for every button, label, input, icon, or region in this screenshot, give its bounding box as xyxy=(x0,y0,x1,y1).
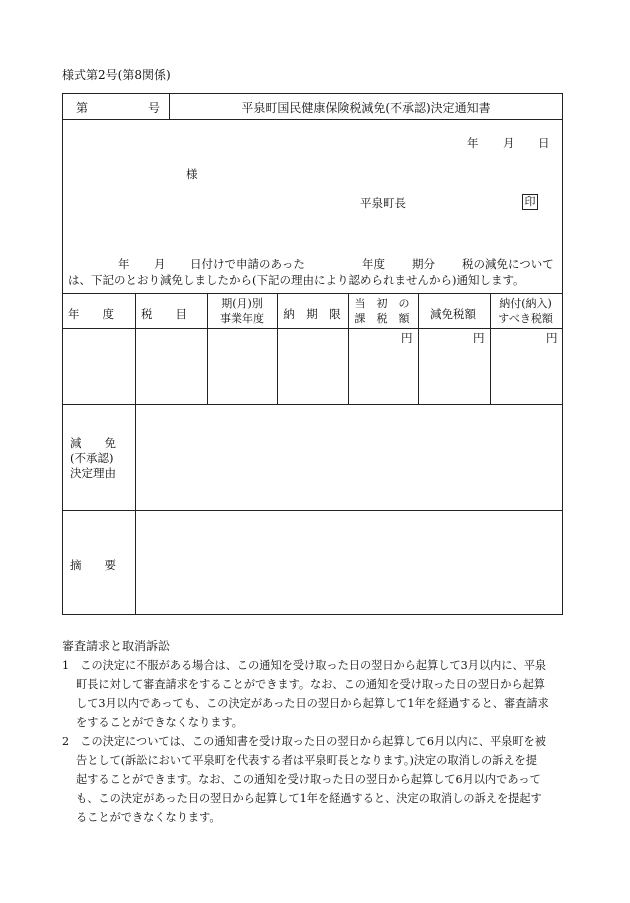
appeal-item-1-line-1: 1 この決定に不服がある場合は、この通知を受け取った日の翌日から起算して3月以内に、平泉 xyxy=(62,659,547,672)
appeal-item-2-line-2: 告として(訴訟において平泉町を代表する者は平泉町長となります。)決定の取消しの訴えを提 xyxy=(76,754,537,767)
table-top-divider xyxy=(63,293,562,294)
header-period-2: 事業年度 xyxy=(220,312,264,325)
appeal-item-1-line-3: して3月以内であっても、この決定があった日の翌日から起算して1年を経過すると、審査請求 xyxy=(76,697,549,710)
remarks-label: 摘 要 xyxy=(70,558,116,572)
notice-month: 月 xyxy=(154,257,166,271)
header-tax-item: 税 目 xyxy=(141,307,187,321)
header-deadline: 納 期 限 xyxy=(283,307,341,321)
notice-year: 年 xyxy=(118,257,130,271)
appeal-item-2-line-4: も、この決定があった日の翌日から起算して1年を経過すると、決定の取消しの訴えを提起す xyxy=(76,792,542,805)
number-prefix: 第 xyxy=(76,101,89,115)
appeal-item-1-line-4: をすることができなくなります。 xyxy=(76,716,243,729)
reason-label-3: 決定理由 xyxy=(70,466,116,480)
header-initial-2: 課 税 額 xyxy=(354,312,410,325)
date-day: 日 xyxy=(538,136,550,150)
table-data-divider xyxy=(63,404,562,405)
notice-line-2: は、下記のとおり減免しましたから(下記の理由により認められませんから)通知します。 xyxy=(68,273,525,287)
seal-mark: 印 xyxy=(522,194,538,210)
header-row-divider xyxy=(63,119,562,120)
yen-reduction: 円 xyxy=(473,331,485,345)
yen-initial: 円 xyxy=(401,331,413,345)
header-payable-1: 納付(納入) xyxy=(499,297,552,310)
date-month: 月 xyxy=(503,136,515,150)
notice-period: 期分 xyxy=(412,257,435,271)
reason-label-1: 減 免 xyxy=(70,436,116,450)
appeal-item-1-line-2: 町長に対して審査請求をすることができます。なお、この通知を受け取った日の翌日から起算 xyxy=(76,678,545,691)
appeal-item-2-line-1: 2 この決定については、この通知書を受け取った日の翌日から起算して6月以内に、平泉町を被 xyxy=(62,735,546,748)
notice-tax-text: 税の減免について xyxy=(462,257,554,271)
yen-payable: 円 xyxy=(546,331,558,345)
col-divider-1 xyxy=(135,293,136,614)
header-period-1: 期(月)別 xyxy=(221,297,263,310)
reason-divider xyxy=(63,510,562,511)
appeal-section-title: 審査請求と取消訴訟 xyxy=(62,639,171,653)
notice-fiscal-year: 年度 xyxy=(362,257,385,271)
reason-label-2: (不承認) xyxy=(70,451,114,465)
header-payable-2: すべき税額 xyxy=(498,312,553,325)
number-suffix: 号 xyxy=(148,101,161,115)
issuer-name: 平泉町長 xyxy=(360,196,406,210)
date-year: 年 xyxy=(467,136,479,150)
appeal-item-2-line-3: 起することができます。なお、この通知を受け取った日の翌日から起算して6月以内であって xyxy=(76,773,541,786)
header-initial-1: 当 初 の xyxy=(354,297,410,310)
appeal-item-2-line-5: ることができなくなります。 xyxy=(76,811,221,824)
table-header-divider xyxy=(63,328,562,329)
form-id: 様式第2号(第8関係) xyxy=(62,68,171,82)
recipient-suffix: 様 xyxy=(186,167,198,181)
header-year: 年 度 xyxy=(68,307,114,321)
notice-form-frame xyxy=(62,93,563,615)
header-reduction: 減免税額 xyxy=(430,307,476,321)
document-title: 平泉町国民健康保険税減免(不承認)決定通知書 xyxy=(241,101,491,115)
notice-day-suffix: 日付けで申請のあった xyxy=(190,257,305,271)
